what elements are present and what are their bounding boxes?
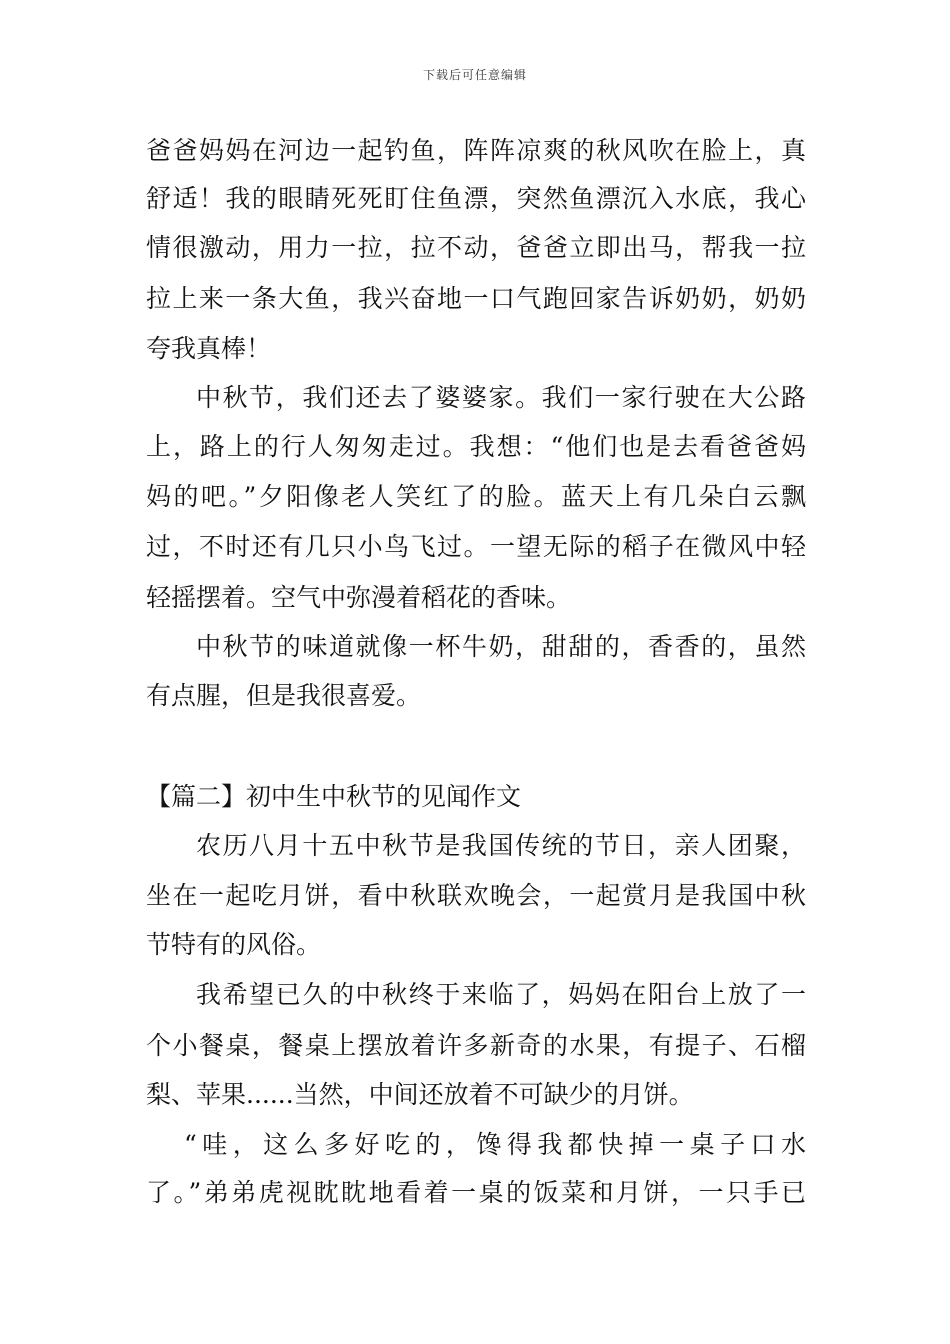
text-line: 过，不时还有几只小鸟飞过。一望无际的稻子在微风中轻 (146, 532, 806, 561)
section-heading: 【篇二】初中生中秋节的见闻作文 (146, 782, 522, 811)
text-line: 中秋节的味道就像一杯牛奶，甜甜的，香香的，虽然 (196, 632, 806, 661)
text-line: 有点腥，但是我很喜爱。 (146, 681, 422, 710)
text-line: 农历八月十五中秋节是我国传统的节日，亲人团聚， (196, 831, 806, 860)
text-line: 个小餐桌，餐桌上摆放着许多新奇的水果，有提子、石榴 (146, 1031, 806, 1060)
text-line: 情很激动，用力一拉，拉不动，爸爸立即出马，帮我一拉 (146, 233, 806, 262)
text-line: 拉上来一条大鱼，我兴奋地一口气跑回家告诉奶奶，奶奶 (146, 284, 806, 313)
text-line: 妈的吧。”夕阳像老人笑红了的脸。蓝天上有几朵白云飘 (146, 482, 806, 511)
text-line: 夸我真棒！ (146, 334, 272, 363)
text-line: 舒适！我的眼睛死死盯住鱼漂，突然鱼漂沉入水底，我心 (146, 184, 806, 213)
text-line: 轻摇摆着。空气中弥漫着稻花的香味。 (146, 583, 572, 612)
text-line: 我希望已久的中秋终于来临了，妈妈在阳台上放了一 (196, 980, 806, 1009)
text-line: 上，路上的行人匆匆走过。我想：“他们也是去看爸爸妈 (146, 432, 806, 461)
text-line: 了。”弟弟虎视眈眈地看着一桌的饭菜和月饼，一只手已 (146, 1178, 806, 1207)
text-line: 节特有的风俗。 (146, 930, 322, 959)
text-line: 中秋节，我们还去了婆婆家。我们一家行驶在大公路 (196, 383, 806, 412)
text-line: “哇，这么多好吃的，馋得我都快掉一桌子口水 (184, 1130, 806, 1159)
text-line: 坐在一起吃月饼，看中秋联欢晚会，一起赏月是我国中秋 (146, 881, 806, 910)
text-line: 梨、苹果......当然，中间还放着不可缺少的月饼。 (146, 1080, 694, 1109)
page-header: 下载后可任意编辑 (422, 68, 527, 82)
text-line: 爸爸妈妈在河边一起钓鱼，阵阵凉爽的秋风吹在脸上，真 (146, 136, 806, 165)
